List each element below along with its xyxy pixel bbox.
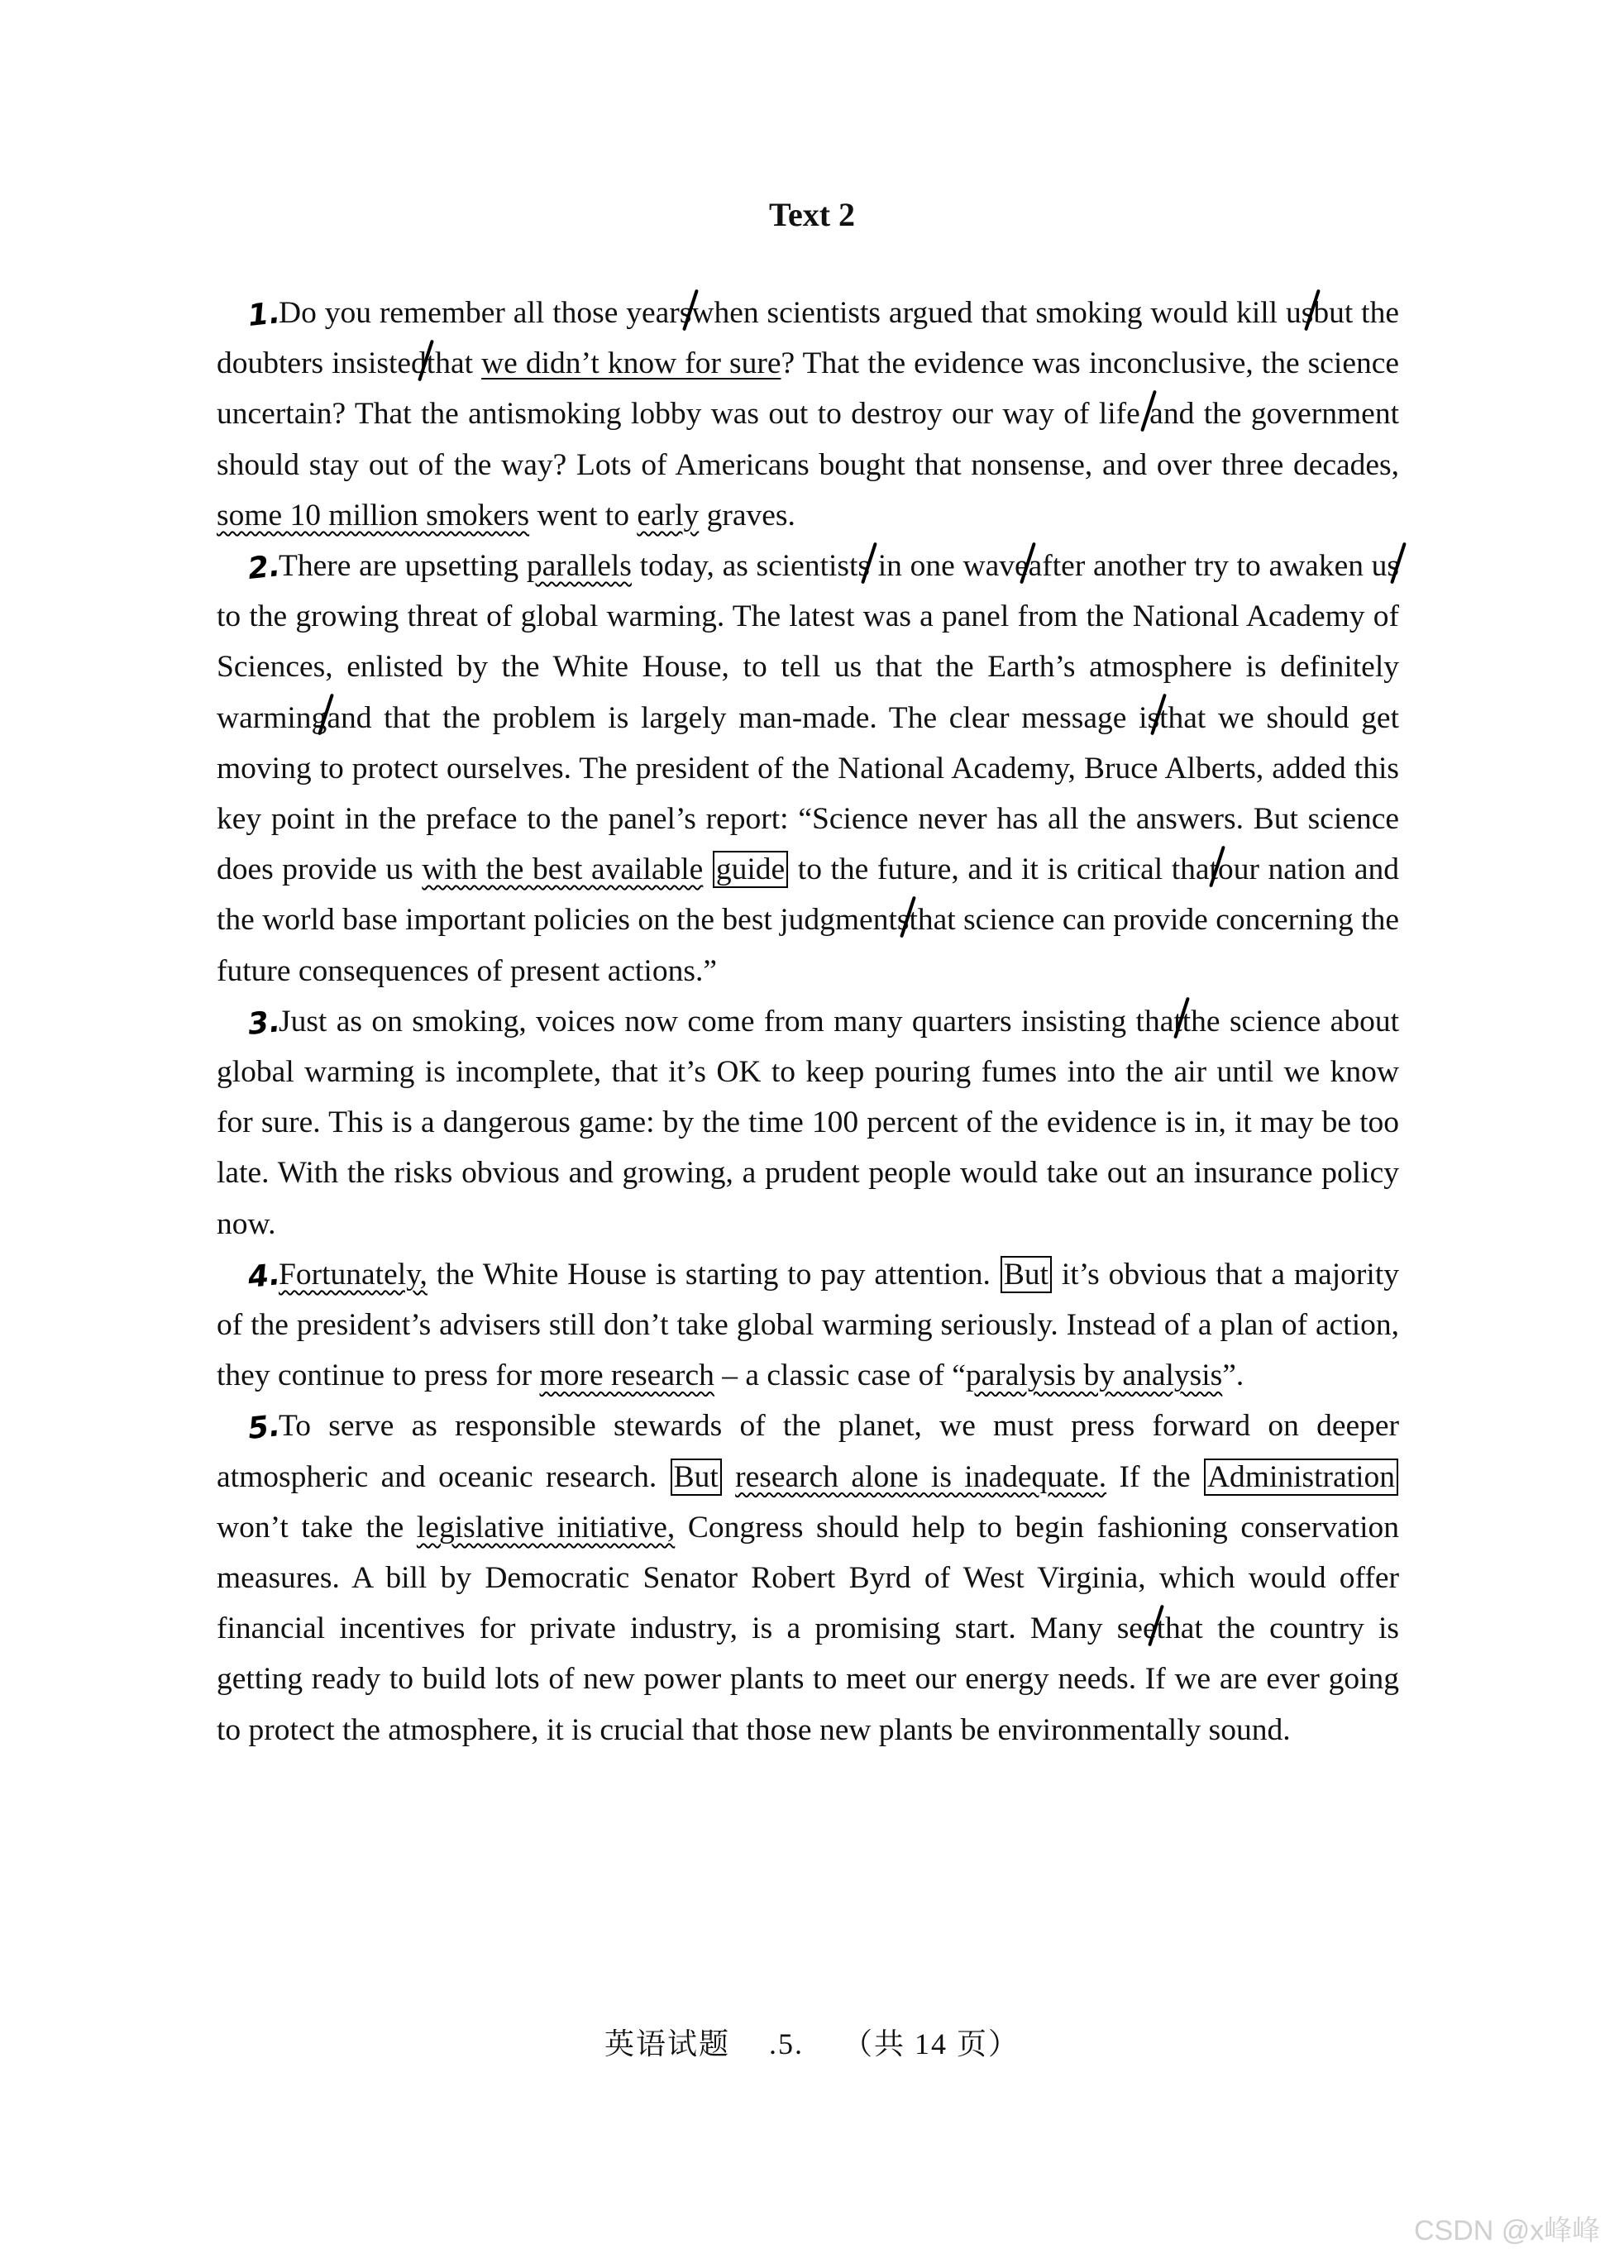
- passage-text: that: [426, 346, 482, 381]
- passage-text: ? That the evidence was inconclusive, the science uncertain? That the antismoking lobby was out to destroy our way of life: [217, 346, 1400, 432]
- footer-page-number: .5.: [769, 2027, 804, 2060]
- wavy-underlined-phrase: some 10 million smokers: [217, 498, 530, 532]
- boxed-word: But: [1001, 1256, 1052, 1293]
- passage-text: Do you remember all those years: [279, 296, 692, 330]
- wavy-underlined-phrase: Fortunately,: [279, 1257, 427, 1292]
- wavy-underlined-phrase: legislative initiative,: [416, 1510, 676, 1545]
- passage-text: Congress should help to begin fashioning conservation measures. A bill by Democratic Senator Robert Byrd of West Virginia, which would offer financial incentives for private industry, is a promising start. Many see: [217, 1510, 1400, 1646]
- page-footer: [0, 2024, 1624, 2064]
- passage-text: that science can provide concerning the future consequences of present actions.”: [217, 903, 1399, 988]
- text-title: Text 2: [768, 196, 856, 233]
- passage-text: Just as on smoking, voices now come from many quarters insisting that: [279, 1004, 1182, 1039]
- passage-text: – a classic case of “: [714, 1358, 966, 1393]
- paragraph-5: [217, 1401, 1399, 1755]
- passage-text: won’t take the: [217, 1510, 417, 1545]
- passage-text: ”.: [1222, 1358, 1244, 1393]
- passage-text: There are upsetting: [279, 549, 527, 584]
- wavy-underlined-phrase: with the best available: [422, 852, 704, 887]
- footer-subject: 英语试题: [604, 2027, 730, 2060]
- passage-text: [723, 1460, 735, 1494]
- passage-text: that the country is getting ready to build lots of new power plants to meet our energy needs. If we are ever going to protect the atmosphere, it is crucial that those new plants be environmentally sound.: [217, 1611, 1399, 1747]
- wavy-underlined-phrase: paralysis by analysis: [965, 1358, 1223, 1393]
- passage-text: To serve as responsible stewards of the planet, we must press forward on deeper atmospheric and oceanic research.: [217, 1409, 1399, 1494]
- passage-text: today, as scientists: [631, 549, 871, 584]
- watermark: CSDN @x峰峰: [1414, 2215, 1601, 2247]
- passage-text: after another try to awaken us: [1028, 549, 1400, 584]
- handwritten-paragraph-number: 3.: [246, 1004, 282, 1042]
- paragraph-1: [217, 288, 1399, 541]
- passage-text: and that the problem is largely man-made. The clear message is: [327, 700, 1160, 735]
- passage-text: graves.: [699, 498, 795, 532]
- passage-text: went to: [529, 498, 638, 532]
- boxed-word: guide: [713, 851, 788, 888]
- passage-text: to the future, and it is critical that: [789, 852, 1218, 887]
- passage-text: the science about global warming is incomplete, that it’s OK to keep pouring fumes into the air until we know for sure. This is a dangerous game: by the time 100 percent of the evidence is in, it may be too late. With the risks obvious and growing, a prudent people would take out an insurance policy now.: [217, 1004, 1399, 1241]
- boxed-word: But: [671, 1459, 722, 1496]
- passage-text: when scientists argued that smoking would kill us: [691, 296, 1314, 330]
- wavy-underlined-phrase: more research: [539, 1358, 714, 1393]
- footer-total-pages: （共 14 页）: [843, 2027, 1020, 2060]
- wavy-underlined-phrase: early: [637, 498, 700, 532]
- wavy-underlined-phrase: research alone is inadequate.: [735, 1459, 1107, 1494]
- paragraph-3: [217, 996, 1399, 1249]
- handwritten-paragraph-number: 1.: [246, 296, 282, 333]
- passage-text: but the doubters insisted: [217, 296, 1399, 381]
- passage-text: [703, 852, 712, 886]
- passage-text: to the growing threat of global warming. The latest was a panel from the National Academy of Sciences, enlisted by the White House, to tell us that the Earth’s atmosphere is definitely warming: [217, 599, 1399, 735]
- handwritten-paragraph-number: 5.: [246, 1409, 282, 1447]
- passage-text: in one wave: [870, 549, 1029, 584]
- paragraph-2: [217, 541, 1399, 996]
- underlined-phrase: we didn’t know for sure: [481, 346, 781, 381]
- passage-text: and the government should stay out of the way? Lots of Americans bought that nonsense, and over three decades,: [217, 397, 1399, 482]
- passage-text: it’s obvious that a majority of the president’s advisers still don’t take global warming seriously. Instead of a plan of action, they continue to press for: [217, 1257, 1399, 1393]
- handwritten-paragraph-number: 2.: [246, 549, 282, 586]
- wavy-underlined-phrase: parallels: [526, 549, 632, 584]
- passage-text: the White House is starting to pay attention.: [427, 1257, 1000, 1292]
- boxed-word: Administration: [1204, 1459, 1398, 1496]
- passage-text: that we should get moving to protect ourselves. The president of the National Academy, Bruce Alberts, added this key point in the preface to the panel’s report: “Science never has all the answers. But science does provide us: [217, 700, 1399, 887]
- paragraph-4: [217, 1249, 1399, 1401]
- passage-text: If the: [1106, 1459, 1203, 1494]
- passage-text: our nation and the world base important policies on the best judgments: [217, 852, 1400, 938]
- handwritten-paragraph-number: 4.: [246, 1257, 282, 1295]
- passage-body: [217, 288, 1399, 1755]
